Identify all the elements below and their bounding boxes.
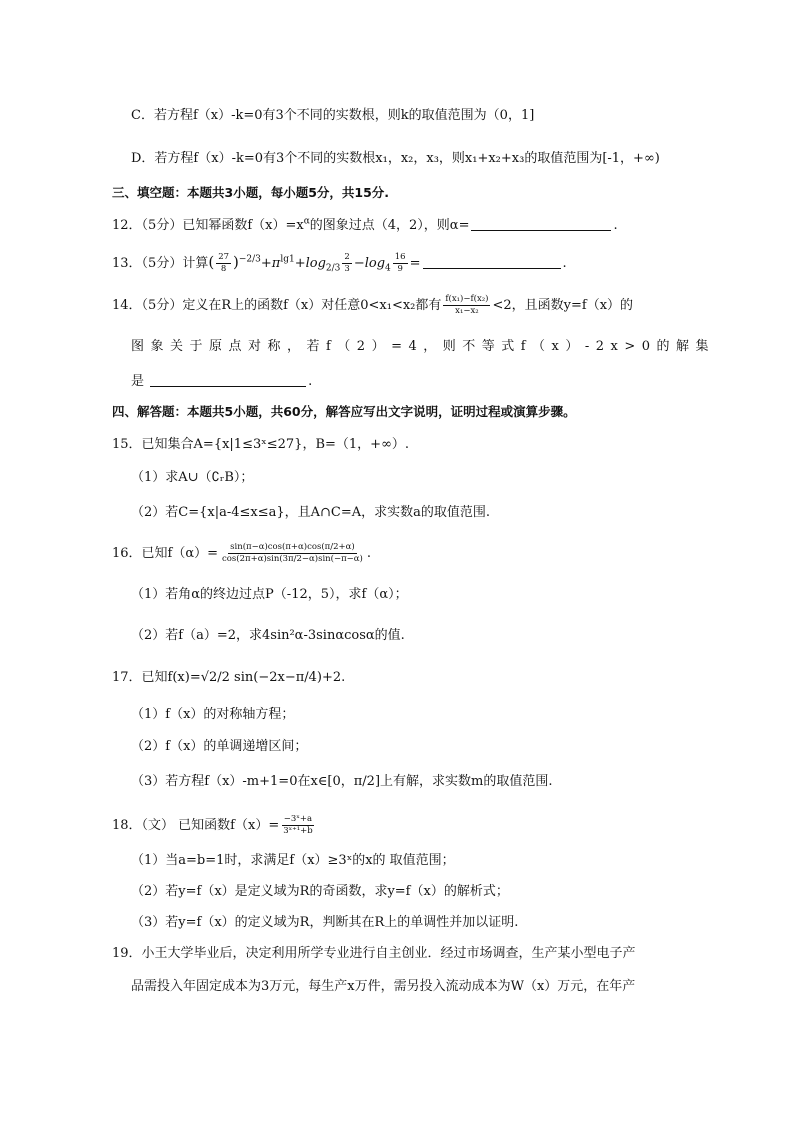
q13-log-term-2: −log bbox=[353, 256, 386, 271]
q13-fraction-1: $\frac{27}{8}$ bbox=[218, 252, 230, 274]
question-13: 13．（5分）计算( $\frac{27}{8}$ )$^{-2/3}+\pi^{lg1}+\log_{2/3}$ $\frac{2}{3}$ $-\log_4$ $\frac{16}{9}$ = . bbox=[112, 252, 567, 274]
question-15-part-1: （1）求A∪（∁ᵣB）； bbox=[131, 470, 254, 485]
option-c: C．若方程f（x）-k=0有3个不同的实数根，则k的取值范围为（0，1] bbox=[131, 108, 535, 123]
question-17-part-3: （3）若方程f（x）-m+1=0在x∈[0，π/2]上有解，求实数m的取值范围. bbox=[131, 774, 553, 789]
q12-answer-blank[interactable] bbox=[471, 216, 611, 231]
q13-exponent-1: −2/3 bbox=[238, 254, 261, 265]
question-19-line-1: 19．小王大学毕业后，决定利用所学专业进行自主创业．经过市场调查，生产某小型电子产 bbox=[112, 946, 636, 961]
q13-answer-blank[interactable] bbox=[423, 254, 561, 269]
q14-answer-blank[interactable] bbox=[150, 372, 306, 387]
question-15-part-2: （2）若C={x|a-4≤x≤a}，且A∩C=A，求实数a的取值范围. bbox=[131, 505, 491, 520]
option-d: D．若方程f（x）-k=0有3个不同的实数根x₁，x₂，x₃，则x₁+x₂+x₃的取值范围为[-1，+∞) bbox=[131, 151, 660, 166]
question-15: 15．已知集合A={x|1≤3ˣ≤27}，B=（1，+∞）. bbox=[112, 437, 410, 452]
q13-log-term-1: +log bbox=[294, 256, 326, 271]
q13-log-base-1: 2/3 bbox=[325, 263, 341, 274]
question-14-line-2: 图象关于原点对称，若f（2）=4，则不等式f（x）-2x>0的解集 bbox=[131, 339, 716, 354]
question-17: 17．已知f(x)=√2/2 sin(−2x−π/4)+2. bbox=[112, 670, 346, 685]
question-16-part-1: （1）若角α的终边过点P（-12，5），求f（α）； bbox=[131, 587, 408, 602]
question-14-line-3: 是 . bbox=[131, 374, 313, 389]
question-17-part-2: （2）f（x）的单调递增区间； bbox=[131, 739, 308, 754]
q13-prefix: 13．（5分）计算 bbox=[112, 256, 209, 271]
q14-line3-text: 是 bbox=[131, 374, 145, 389]
q14-prefix: 14．（5分）定义在R上的函数f（x）对任意0<x₁<x₂都有 bbox=[112, 298, 442, 313]
question-12: 12．（5分）已知幂函数$f(x)=x^\alpha$的图象过点（4，2），则α= . bbox=[112, 216, 618, 233]
question-18-part-1: （1）当a=b=1时，求满足f（x）≥3ˣ的x的 取值范围； bbox=[131, 853, 455, 868]
q13-fraction-2: $\frac{2}{3}$ bbox=[344, 252, 350, 274]
question-18-part-2: （2）若y=f（x）是定义域为R的奇函数，求y=f（x）的解析式； bbox=[131, 884, 509, 899]
question-19-line-2: 品需投入年固定成本为3万元，每生产x万件，需另投入流动成本为W（x）万元，在年产 bbox=[131, 979, 636, 994]
question-18-part-3: （3）若y=f（x）的定义域为R，判断其在R上的单调性并加以证明. bbox=[131, 915, 519, 930]
question-16-part-2: （2）若f（a）=2，求4sin²α-3sinαcosα的值. bbox=[131, 628, 405, 643]
q13-fraction-3: $\frac{16}{9}$ bbox=[394, 252, 406, 274]
q18-prefix: 18．（文） 已知函数f（x）= bbox=[112, 818, 280, 833]
q13-log-base-2: 4 bbox=[385, 263, 391, 274]
section-solve-heading: 四、解答题：本题共5小题，共60分，解答应写出文字说明，证明过程或演算步骤。 bbox=[112, 404, 576, 419]
q14-fraction: $\frac{\text{f(x₁)−f(x₂)}}{\text{x₁−x₂}}$ bbox=[445, 294, 489, 316]
q13-equals: = bbox=[409, 256, 421, 271]
q12-exponent: α bbox=[303, 216, 310, 227]
question-18 bbox=[112, 814, 794, 837]
question-17-part-1: （1）f（x）的对称轴方程； bbox=[131, 707, 295, 722]
q16-suffix: . bbox=[366, 546, 371, 561]
q13-pi-term: +π bbox=[260, 256, 281, 271]
q12-suffix: 的图象过点（4，2），则α= bbox=[309, 218, 470, 233]
question-14-line-1 bbox=[112, 294, 794, 317]
q14-suffix: <2，且函数y=f（x）的 bbox=[492, 298, 634, 313]
q16-prefix: 16．已知f（α）= bbox=[112, 546, 219, 561]
question-16 bbox=[112, 542, 794, 565]
q12-prefix: 12．（5分）已知幂函数f（x）=x bbox=[112, 218, 304, 233]
q16-fraction: $\frac{\sin(\pi-\alpha)\cos(\pi+\alpha)\cos(\pi/2+\alpha)}{\cos(2\pi+\alpha)\sin(3\pi/2-\alpha)\sin(-\pi-\alpha)}$ bbox=[222, 542, 363, 564]
section-fill-blank-heading: 三、填空题：本题共3小题，每小题5分，共15分. bbox=[112, 185, 390, 200]
q18-fraction: $\frac{\text{−3ˣ+a}}{\text{3ˣ⁺¹+b}}$ bbox=[283, 814, 313, 836]
q13-exponent-2: lg1 bbox=[280, 254, 295, 265]
